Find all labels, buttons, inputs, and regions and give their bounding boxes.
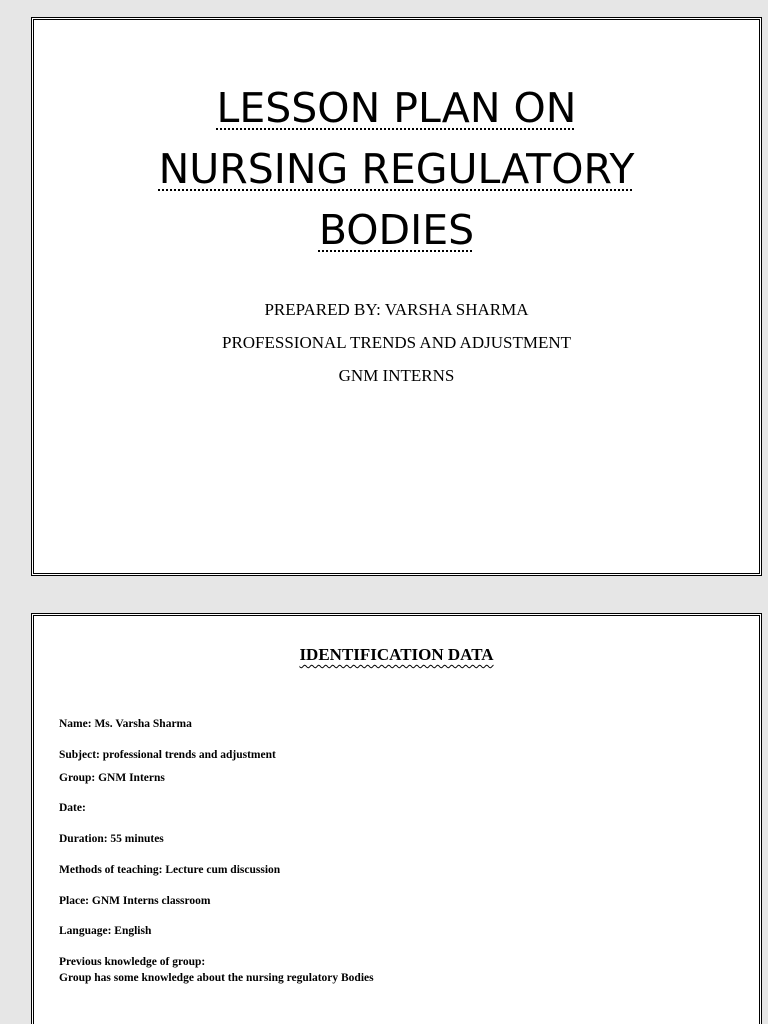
methods-field: Methods of teaching: Lecture cum discussion: [59, 864, 281, 876]
subject-field: Subject: professional trends and adjustment: [59, 749, 276, 761]
title-line-1: LESSON PLAN ON: [216, 84, 577, 132]
cover-group: GNM INTERNS: [338, 366, 455, 385]
previous-knowledge-text: Group has some knowledge about the nursing regulatory Bodies: [59, 972, 374, 984]
identification-page: [31, 613, 762, 1024]
date-field: Date:: [59, 802, 86, 814]
cover-details: [34, 293, 759, 392]
previous-knowledge-label: Previous knowledge of group:: [59, 956, 206, 968]
title-line-2: NURSING REGULATORY: [158, 145, 635, 193]
place-field: Place: GNM Interns classroom: [59, 895, 211, 907]
name-field: Name: Ms. Varsha Sharma: [59, 718, 192, 730]
prepared-by: PREPARED BY: VARSHA SHARMA: [264, 300, 529, 319]
identification-heading: IDENTIFICATION DATA: [299, 645, 494, 664]
language-field: Language: English: [59, 925, 152, 937]
cover-subject: PROFESSIONAL TRENDS AND ADJUSTMENT: [221, 333, 572, 352]
cover-page: [31, 17, 762, 576]
title-line-3: BODIES: [318, 206, 475, 254]
group-field: Group: GNM Interns: [59, 772, 165, 784]
duration-field: Duration: 55 minutes: [59, 833, 164, 845]
lesson-plan-title: [34, 78, 759, 261]
